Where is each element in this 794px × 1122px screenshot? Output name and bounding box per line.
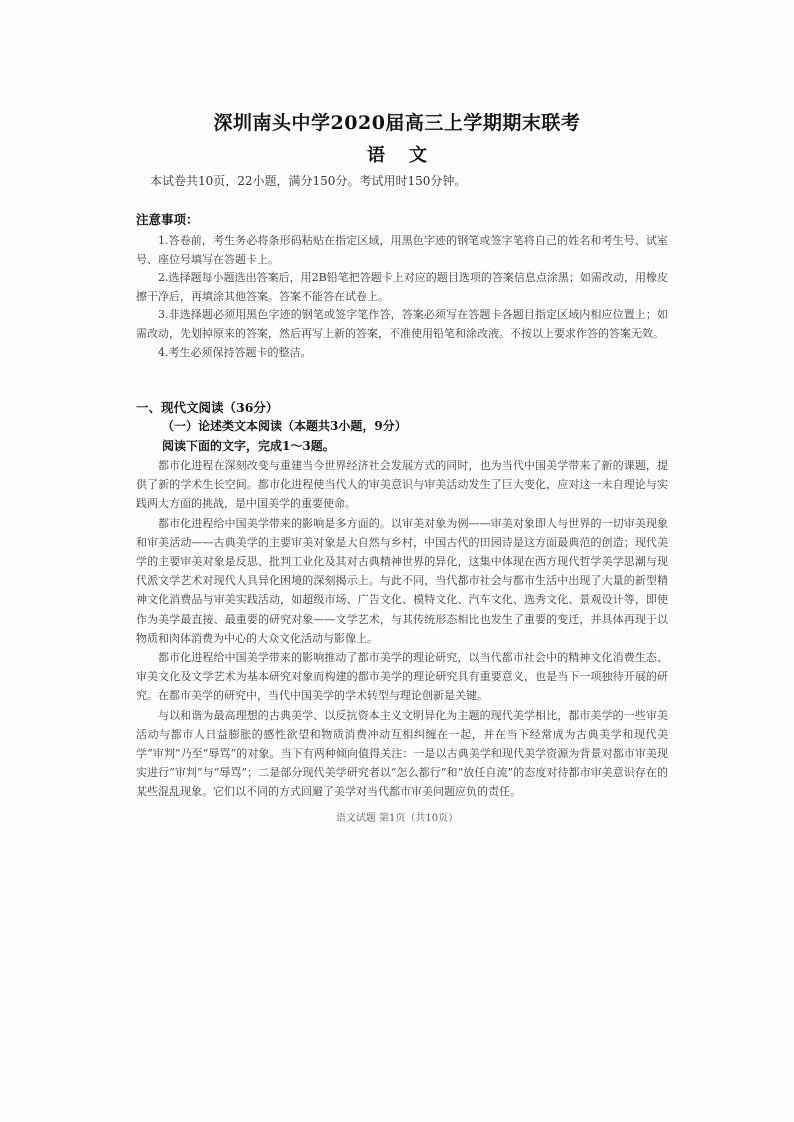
exam-info: 本试卷共10页，22小题，满分150分。考试用时150分钟。 [150,174,467,188]
notice-item: 2.选择题每小题选出答案后，用2B铅笔把答题卡上对应的题目选项的答案信息点涂黑；如需改动，用橡皮擦干净后，再填涂其他答案。答案不能答在试卷上。 [136,271,668,303]
notice-heading: 注意事项： [136,212,199,227]
passage-paragraph: 都市化进程给中国美学带来的影响是多方面的。以审美对象为例——审美对象即人与世界的一切审美现象和审美活动——古典美学的主要审美对象是大自然与乡村，中国古代的田园诗是这方面最典范的创造；现代美学的主要审美对象是反思、批判工业化及其对古典精神世界的异化，这集中体现在西方现代哲学美学思潮与现代派文学艺术对现代人具异化困境的深刻揭示上。与此不同，当代都市社会与都市生活中出现了大量的新型精神文化消费品与审美实践活动，如超级市场、广告文化、模特文化、汽车文化、选秀文化、景观设计等，即使作为美学最直接、最重要的研究对象——文学艺术，与其传统形态相比也发生了重要的变迁，并具体再现于以物质和肉体消费为中心的大众文化活动与影像上。 [136,516,668,645]
exam-title: 深圳南头中学2020届高三上学期期末联考 [213,112,581,134]
notice-item: 1.答卷前，考生务必将条形码粘贴在指定区域，用黑色字迹的钢笔或签字笔将自己的姓名和考生号、试室号、座位号填写在答题卡上。 [136,234,668,266]
notice-item: 4.考生必须保持答题卡的整洁。 [158,345,312,359]
notice-item: 3.非选择题必须用黑色字迹的钢笔或签字笔作答，答案必须写在答题卡各题目指定区域内相应位置上；如需改动，先划掉原来的答案，然后再写上新的答案，不准使用铅笔和涂改液。不按以上要求作答的答案无效。 [136,308,668,340]
page-footer: 语文试题 第1页（共10页） [335,813,459,824]
reading-instruction: 阅读下面的文字，完成1～3题。 [162,439,335,453]
passage-paragraph: 都市化进程给中国美学带来的影响推动了都市美学的理论研究，以当代都市社会中的精神文化消费生态、审美文化及文学艺术为基本研究对象而构建的都市美学的理论研究具有重要意义，也是当下一项独待开展的研究。在都市美学的研究中，当代中国美学的学术转型与理论创新是关键。 [136,651,668,703]
section-heading: 一、现代文阅读（36分） [136,400,279,415]
passage-paragraph: 与以和谐为最高理想的古典美学、以反抗资本主义文明异化为主题的现代美学相比，都市美学的一些审美活动与都市人日益膨胀的感性欲望和物质消费冲动互相纠缠在一起，并在当下经常成为古典美学和现代美学“审判”乃至“辱骂”的对象。当下有两种倾向值得关注：一是以古典美学和现代美学资源为背景对都市审美现实进行“审判”与“辱骂”；二是部分现代美学研究者以“怎么都行”和“放任自流”的态度对待都市审美意识存在的某些混乱现象。它们以不同的方式回避了美学对当代都市审美问题应负的责任。 [136,708,668,799]
notice-list [136,232,668,362]
section-subheading: （一）论述类文本阅读（本题共3小题，9分） [162,419,407,433]
passage-paragraph: 都市化进程在深刻改变与重建当今世界经济社会发展方式的同时，也为当代中国美学带来了新的课题，提供了新的学术生长空间。都市化进程使当代人的审美意识与审美活动发生了巨大变化，应对这一未自理论与实践两大方面的挑战，是中国美学的重要使命。 [136,459,668,511]
subject-title: 语文 [367,145,451,166]
reading-passage [136,456,668,802]
